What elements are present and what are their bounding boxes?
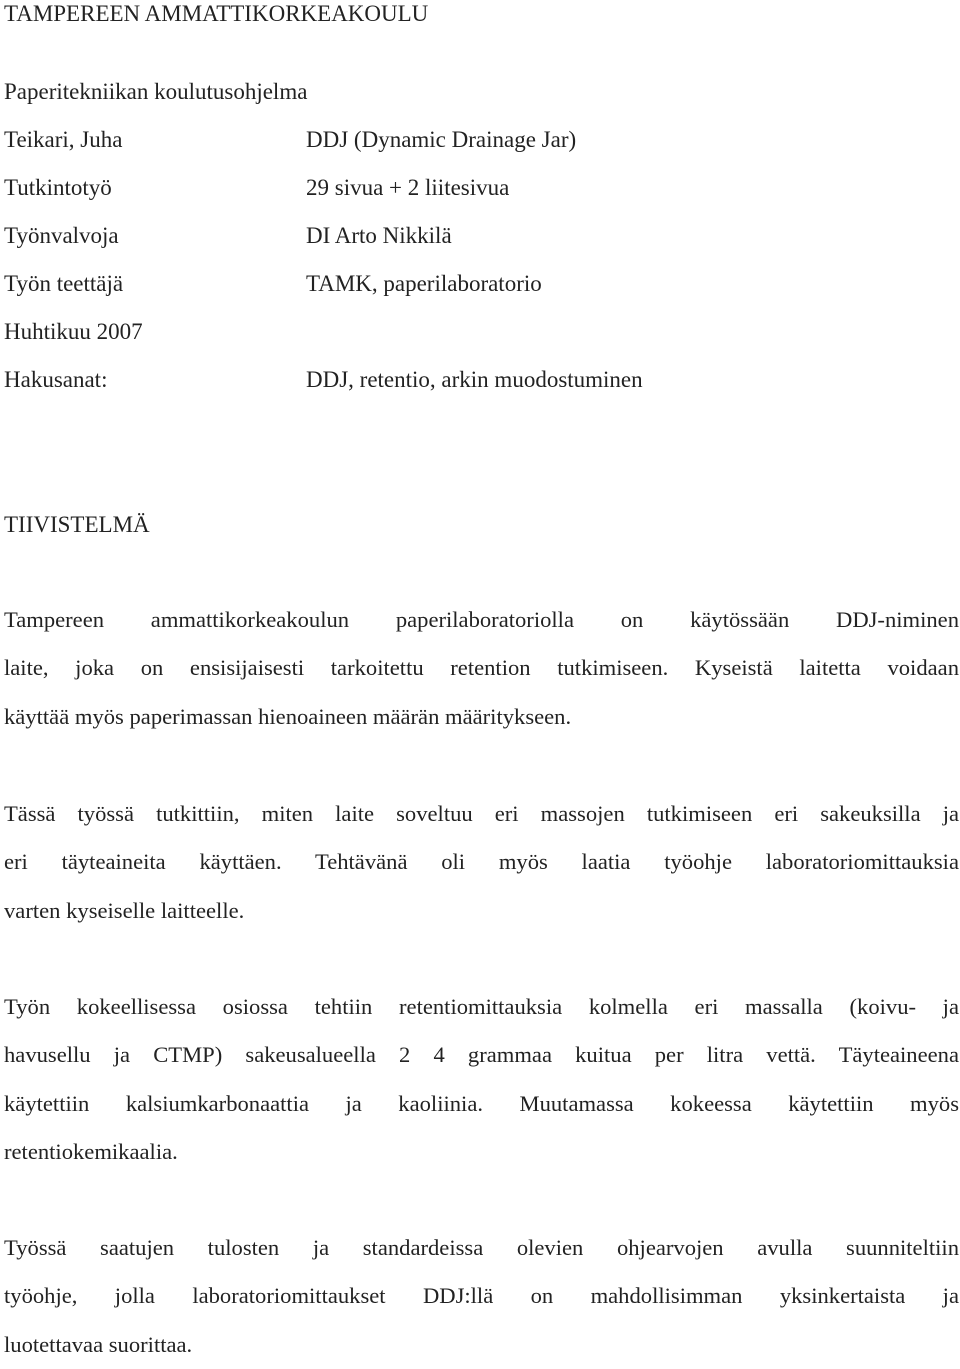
abstract-paragraph: [4, 1224, 959, 1369]
meta-value: 29 sivua + 2 liitesivua: [306, 175, 510, 200]
meta-value: TAMK, paperilaboratorio: [306, 271, 542, 296]
meta-label: Työnvalvoja: [4, 223, 119, 248]
institution-name: TAMPEREEN AMMATTIKORKEAKOULU: [4, 1, 429, 26]
abstract-paragraph: [4, 596, 959, 741]
paragraph-line: retentiokemikaalia.: [4, 1138, 178, 1164]
abstract-paragraph: [4, 790, 959, 935]
paragraph-line: luotettavaa suorittaa.: [4, 1331, 193, 1357]
meta-label: Työn teettäjä: [4, 271, 124, 296]
paragraph-line: varten kyseiselle laitteelle.: [4, 897, 245, 923]
degree-program: Paperitekniikan koulutusohjelma: [4, 79, 308, 104]
paragraph-line: käyttää myös paperimassan hienoaineen määrän määritykseen.: [4, 703, 572, 729]
paragraph-line: Työssä saatujen tulosten ja standardeissa olevien ohjearvojen avulla suunniteltiin: [4, 1235, 959, 1260]
paragraph-line: eri täyteaineita käyttäen. Tehtävänä oli myös laatia työohje laboratoriomittauksia: [4, 849, 959, 875]
meta-label: Hakusanat:: [4, 367, 108, 392]
paragraph-line: työohje, jolla laboratoriomittaukset DDJ:llä on mahdollisimman yksinkertaista ja: [4, 1283, 959, 1309]
meta-value: DI Arto Nikkilä: [306, 223, 452, 248]
meta-value: DDJ, retentio, arkin muodostuminen: [306, 367, 643, 392]
meta-label: Tutkintotyö: [4, 175, 112, 200]
paragraph-line: laite, joka on ensisijaisesti tarkoitettu retention tutkimiseen. Kyseistä laitetta voidaan: [4, 655, 959, 681]
meta-label: Huhtikuu 2007: [4, 319, 143, 344]
meta-value: DDJ (Dynamic Drainage Jar): [306, 127, 577, 152]
abstract-paragraph: [4, 983, 959, 1176]
paragraph-line: Työn kokeellisessa osiossa tehtiin retentiomittauksia kolmella eri massalla (koivu- ja: [4, 994, 959, 1019]
abstract-heading: TIIVISTELMÄ: [4, 512, 150, 537]
paragraph-line: havusellu ja CTMP) sakeusalueella 2 4 grammaa kuitua per litra vettä. Täyteaineena: [4, 1042, 959, 1068]
paragraph-line: Tässä työssä tutkittiin, miten laite soveltuu eri massojen tutkimiseen eri sakeuksilla ja: [4, 801, 959, 826]
paragraph-line: käytettiin kalsiumkarbonaattia ja kaoliinia. Muutamassa kokeessa käytettiin myös: [4, 1090, 959, 1116]
paragraph-line: Tampereen ammattikorkeakoulun paperilaboratoriolla on käytössään DDJ-niminen: [4, 607, 959, 632]
meta-label: Teikari, Juha: [4, 127, 123, 152]
